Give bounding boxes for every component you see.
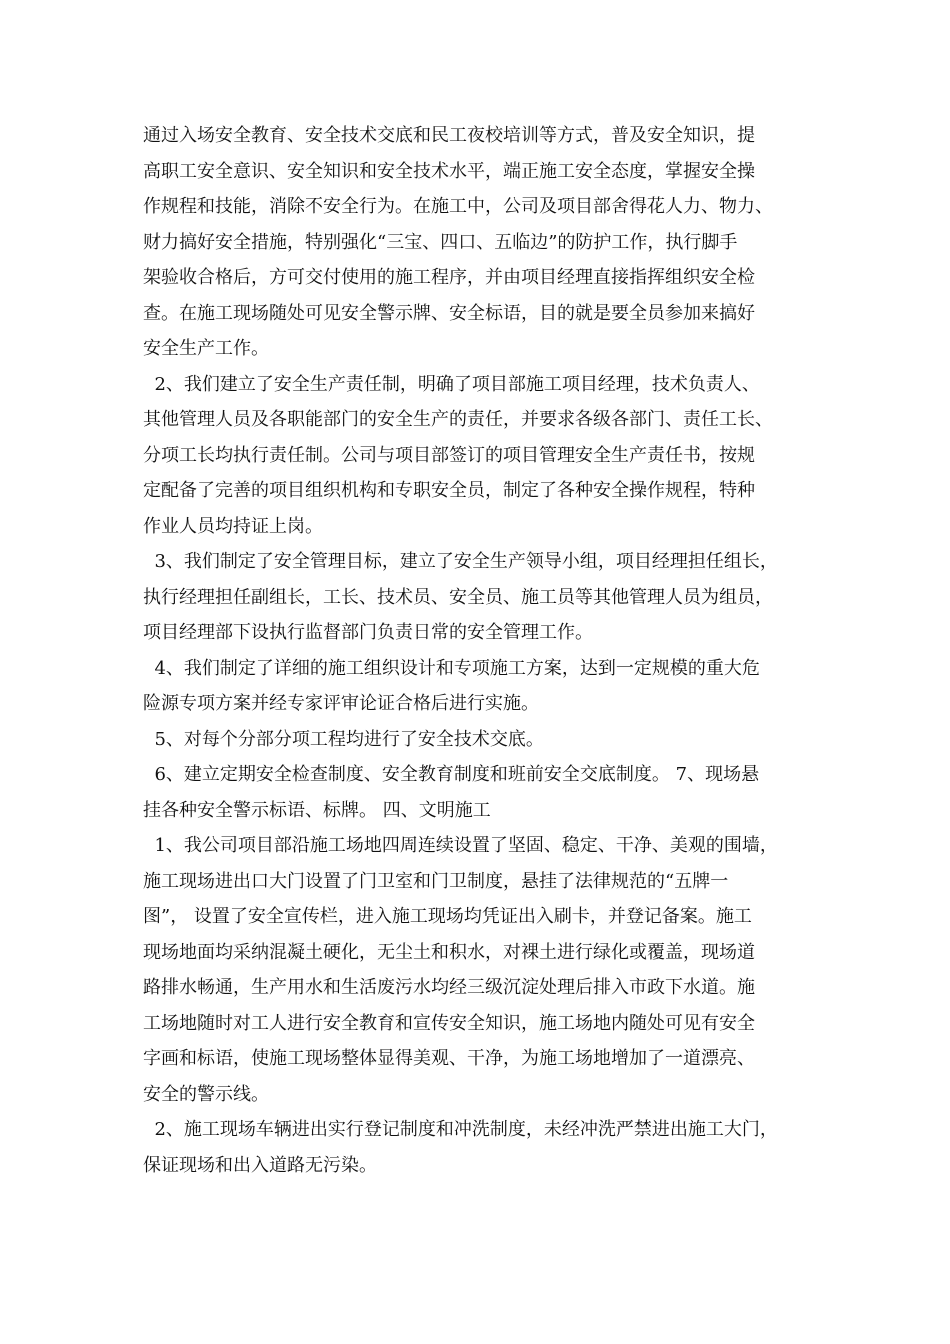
text-line: 险源专项方案并经专家评审论证合格后进行实施。 [143,693,539,714]
text-line: 执行经理担任副组长，工长、技术员、安全员、施工员等其他管理人员为组员， [143,586,773,608]
text-line: 其他管理人员及各职能部门的安全生产的责任，并要求各级各部门、责任工长、 [143,409,773,430]
text-line: 1、我公司项目部沿施工场地四周连续设置了坚固、稳定、干净、美观的围墙， [143,835,778,856]
text-line: 查。在施工现场随处可见安全警示牌、安全标语，目的就是要全员参加来搞好 [143,302,755,324]
text-line: 通过入场安全教育、安全技术交底和民工夜校培训等方式，普及安全知识，提 [143,125,755,146]
text-line: 保证现场和出入道路无污染。 [143,1154,377,1176]
text-line: 6、建立定期安全检查制度、安全教育制度和班前安全交底制度。 7、现场悬 [143,764,760,785]
text-line: 架验收合格后，方可交付使用的施工程序，并由项目经理直接指挥组织安全检 [143,267,755,288]
text-line: 安全生产工作。 [143,338,269,359]
text-line: 2、我们建立了安全生产责任制，明确了项目部施工项目经理，技术负责人、 [143,373,760,395]
text-line: 作业人员均持证上岗。 [143,515,323,537]
text-line: 路排水畅通，生产用水和生活废污水均经三级沉淀处理后排入市政下水道。施 [143,977,755,998]
text-line: 挂各种安全警示标语、标牌。 四、文明施工 [143,799,491,821]
text-line: 定配备了完善的项目组织机构和专职安全员，制定了各种安全操作规程，特种 [143,480,755,501]
text-line: 2、施工现场车辆进出实行登记制度和冲洗制度，未经冲洗严禁进出施工大门， [143,1119,778,1140]
text-line: 工场地随时对工人进行安全教育和宣传安全知识，施工场地内随处可见有安全 [143,1012,755,1034]
text-line: 安全的警示线。 [143,1083,269,1105]
text-line: 财力搞好安全措施，特别强化“三宝、四口、五临边”的防护工作，执行脚手 [143,231,738,253]
text-line: 施工现场进出口大门设置了门卫室和门卫制度，悬挂了法律规范的“五牌一 [143,870,729,892]
text-line: 项目经理部下设执行监督部门负责日常的安全管理工作。 [143,622,593,643]
text-line: 分项工长均执行责任制。公司与项目部签订的项目管理安全生产责任书，按规 [143,444,755,466]
text-line: 现场地面均采纳混凝土硬化，无尘土和积水，对裸土进行绿化或覆盖，现场道 [143,941,755,963]
text-line: 5、对每个分部分项工程均进行了安全技术交底。 [143,728,544,750]
text-line: 作规程和技能，消除不安全行为。在施工中，公司及项目部舍得花人力、物力、 [143,196,773,217]
body-text [143,118,823,1183]
text-line: 4、我们制定了详细的施工组织设计和专项施工方案，达到一定规模的重大危 [143,657,760,679]
text-line: 高职工安全意识、安全知识和安全技术水平，端正施工安全态度，掌握安全操 [143,160,755,182]
text-line: 字画和标语，使施工现场整体显得美观、干净，为施工场地增加了一道漂亮、 [143,1048,755,1069]
text-line: 图”， 设置了安全宣传栏，进入施工现场均凭证出入刷卡，并登记备案。施工 [143,906,752,927]
text-line: 3、我们制定了安全管理目标，建立了安全生产领导小组，项目经理担任组长， [143,551,778,572]
